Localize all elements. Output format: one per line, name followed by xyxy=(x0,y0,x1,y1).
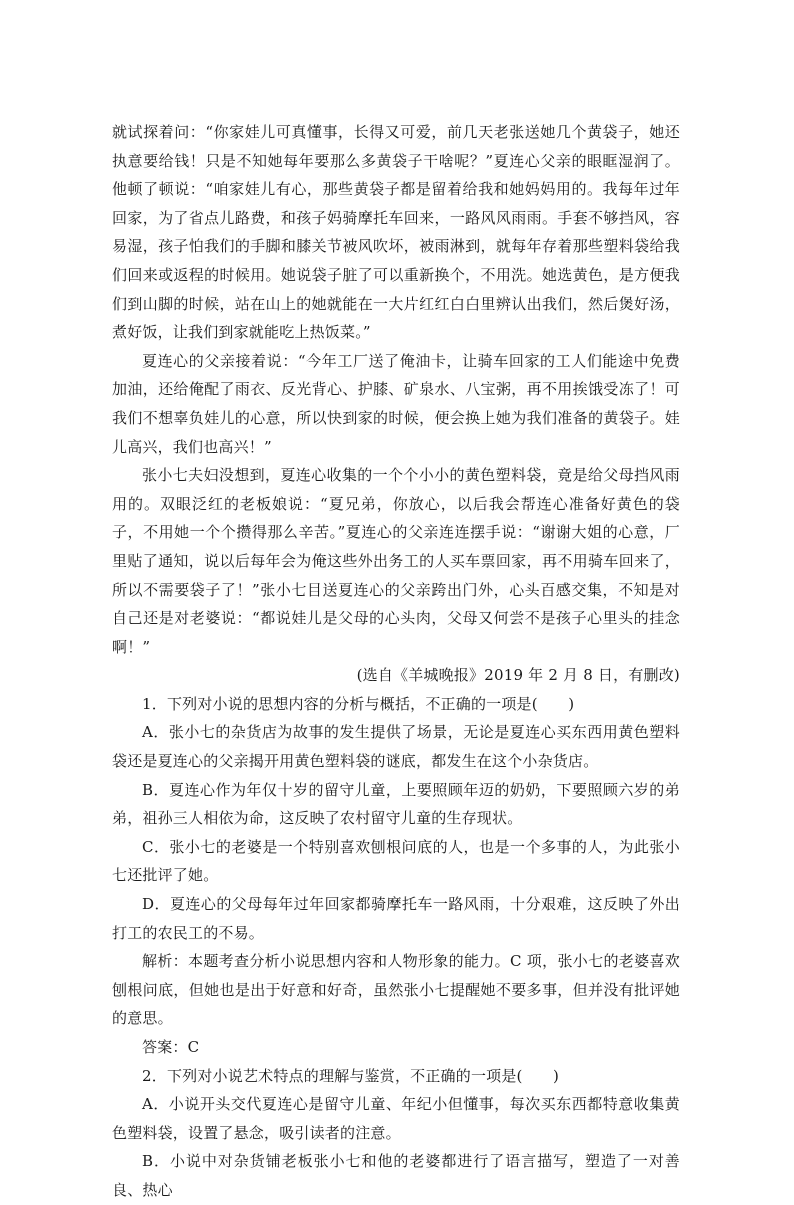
story-paragraph-2: 夏连心的父亲接着说：“今年工厂送了俺油卡，让骑车回家的工人们能途中免费加油，还给俺配了雨衣、反光背心、护膝、矿泉水、八宝粥，再不用挨饿受冻了！可我们不想辜负娃儿的心意，所以快到家的时候，便会换上她为我们准备的黄袋子。娃儿高兴，我们也高兴！” xyxy=(112,351,680,456)
question-1-option-a: A．张小七的杂货店为故事的发生提供了场景，无论是夏连心买东西用黄色塑料袋还是夏连心的父亲揭开用黄色塑料袋的谜底，都发生在这个小杂货店。 xyxy=(112,723,680,771)
question-2-option-a: A．小说开头交代夏连心是留守儿童、年纪小但懂事，每次买东西都特意收集黄色塑料袋，设置了悬念，吸引读者的注意。 xyxy=(112,1095,680,1142)
story-paragraph-3: 张小七夫妇没想到，夏连心收集的一个个小小的黄色塑料袋，竟是给父母挡风雨用的。双眼泛红的老板娘说：“夏兄弟，你放心，以后我会帮连心准备好黄色的袋子，不用她一个个攒得那么辛苦。”夏连心的父亲连连摆手说：“谢谢大姐的心意，厂里贴了通知，说以后每年会为俺这些外出务工的人买车票回家，再不用骑车回来了，所以不需要袋子了！”张小七目送夏连心的父亲跨出门外，心头百感交集，不知是对自己还是对老婆说：“都说娃儿是父母的心头肉，父母又何尝不是孩子心里头的挂念啊！” xyxy=(112,466,680,656)
question-1-stem: 1．下列对小说的思想内容的分析与概括，不正确的一项是( ) xyxy=(142,694,575,713)
story-paragraph-1: 就试探着问：“你家娃儿可真懂事，长得又可爱，前几天老张送她几个黄袋子，她还执意要给钱！只是不知她每年要那么多黄袋子干啥呢？”夏连心父亲的眼眶湿润了。他顿了顿说：“咱家娃儿有心，那些黄袋子都是留着给我和她妈妈用的。我每年过年回家，为了省点儿路费，和孩子妈骑摩托车回来，一路风风雨雨。手套不够挡风，容易湿，孩子怕我们的手脚和膝关节被风吹坏，被雨淋到，就每年存着那些塑料袋给我们回来或返程的时候用。她说袋子脏了可以重新换个，不用洗。她选黄色，是方便我们到山脚的时候，站在山上的她就能在一大片红红白白里辨认出我们，然后煲好汤，煮好饭，让我们到家就能吃上热饭菜。” xyxy=(112,123,680,342)
question-1-answer: 答案：C xyxy=(142,1038,200,1056)
question-1-option-c: C．张小七的老婆是一个特别喜欢刨根问底的人，也是一个多事的人，为此张小七还批评了她。 xyxy=(112,837,680,885)
page-content xyxy=(112,118,680,1205)
question-2-stem: 2．下列对小说艺术特点的理解与鉴赏，不正确的一项是( ) xyxy=(142,1066,560,1085)
question-1-analysis: 解析：本题考查分析小说思想内容和人物形象的能力。C 项，张小七的老婆喜欢刨根问底，但她也是出于好意和好奇，虽然张小七提醒她不要多事，但并没有批评她的意思。 xyxy=(112,952,680,1028)
question-1-option-d: D．夏连心的父母每年过年回家都骑摩托车一路风雨，十分艰难，这反映了外出打工的农民工的不易。 xyxy=(112,895,680,942)
question-1-option-b: B．夏连心作为年仅十岁的留守儿童，上要照顾年迈的奶奶，下要照顾六岁的弟弟，祖孙三人相依为命，这反映了农村留守儿童的生存现状。 xyxy=(112,780,680,828)
source-citation: (选自《羊城晚报》2019 年 2 月 8 日，有删改) xyxy=(356,666,680,685)
question-2-option-b: B．小说中对杂货铺老板张小七和他的老婆都进行了语言描写，塑造了一对善良、热心 xyxy=(112,1152,680,1199)
